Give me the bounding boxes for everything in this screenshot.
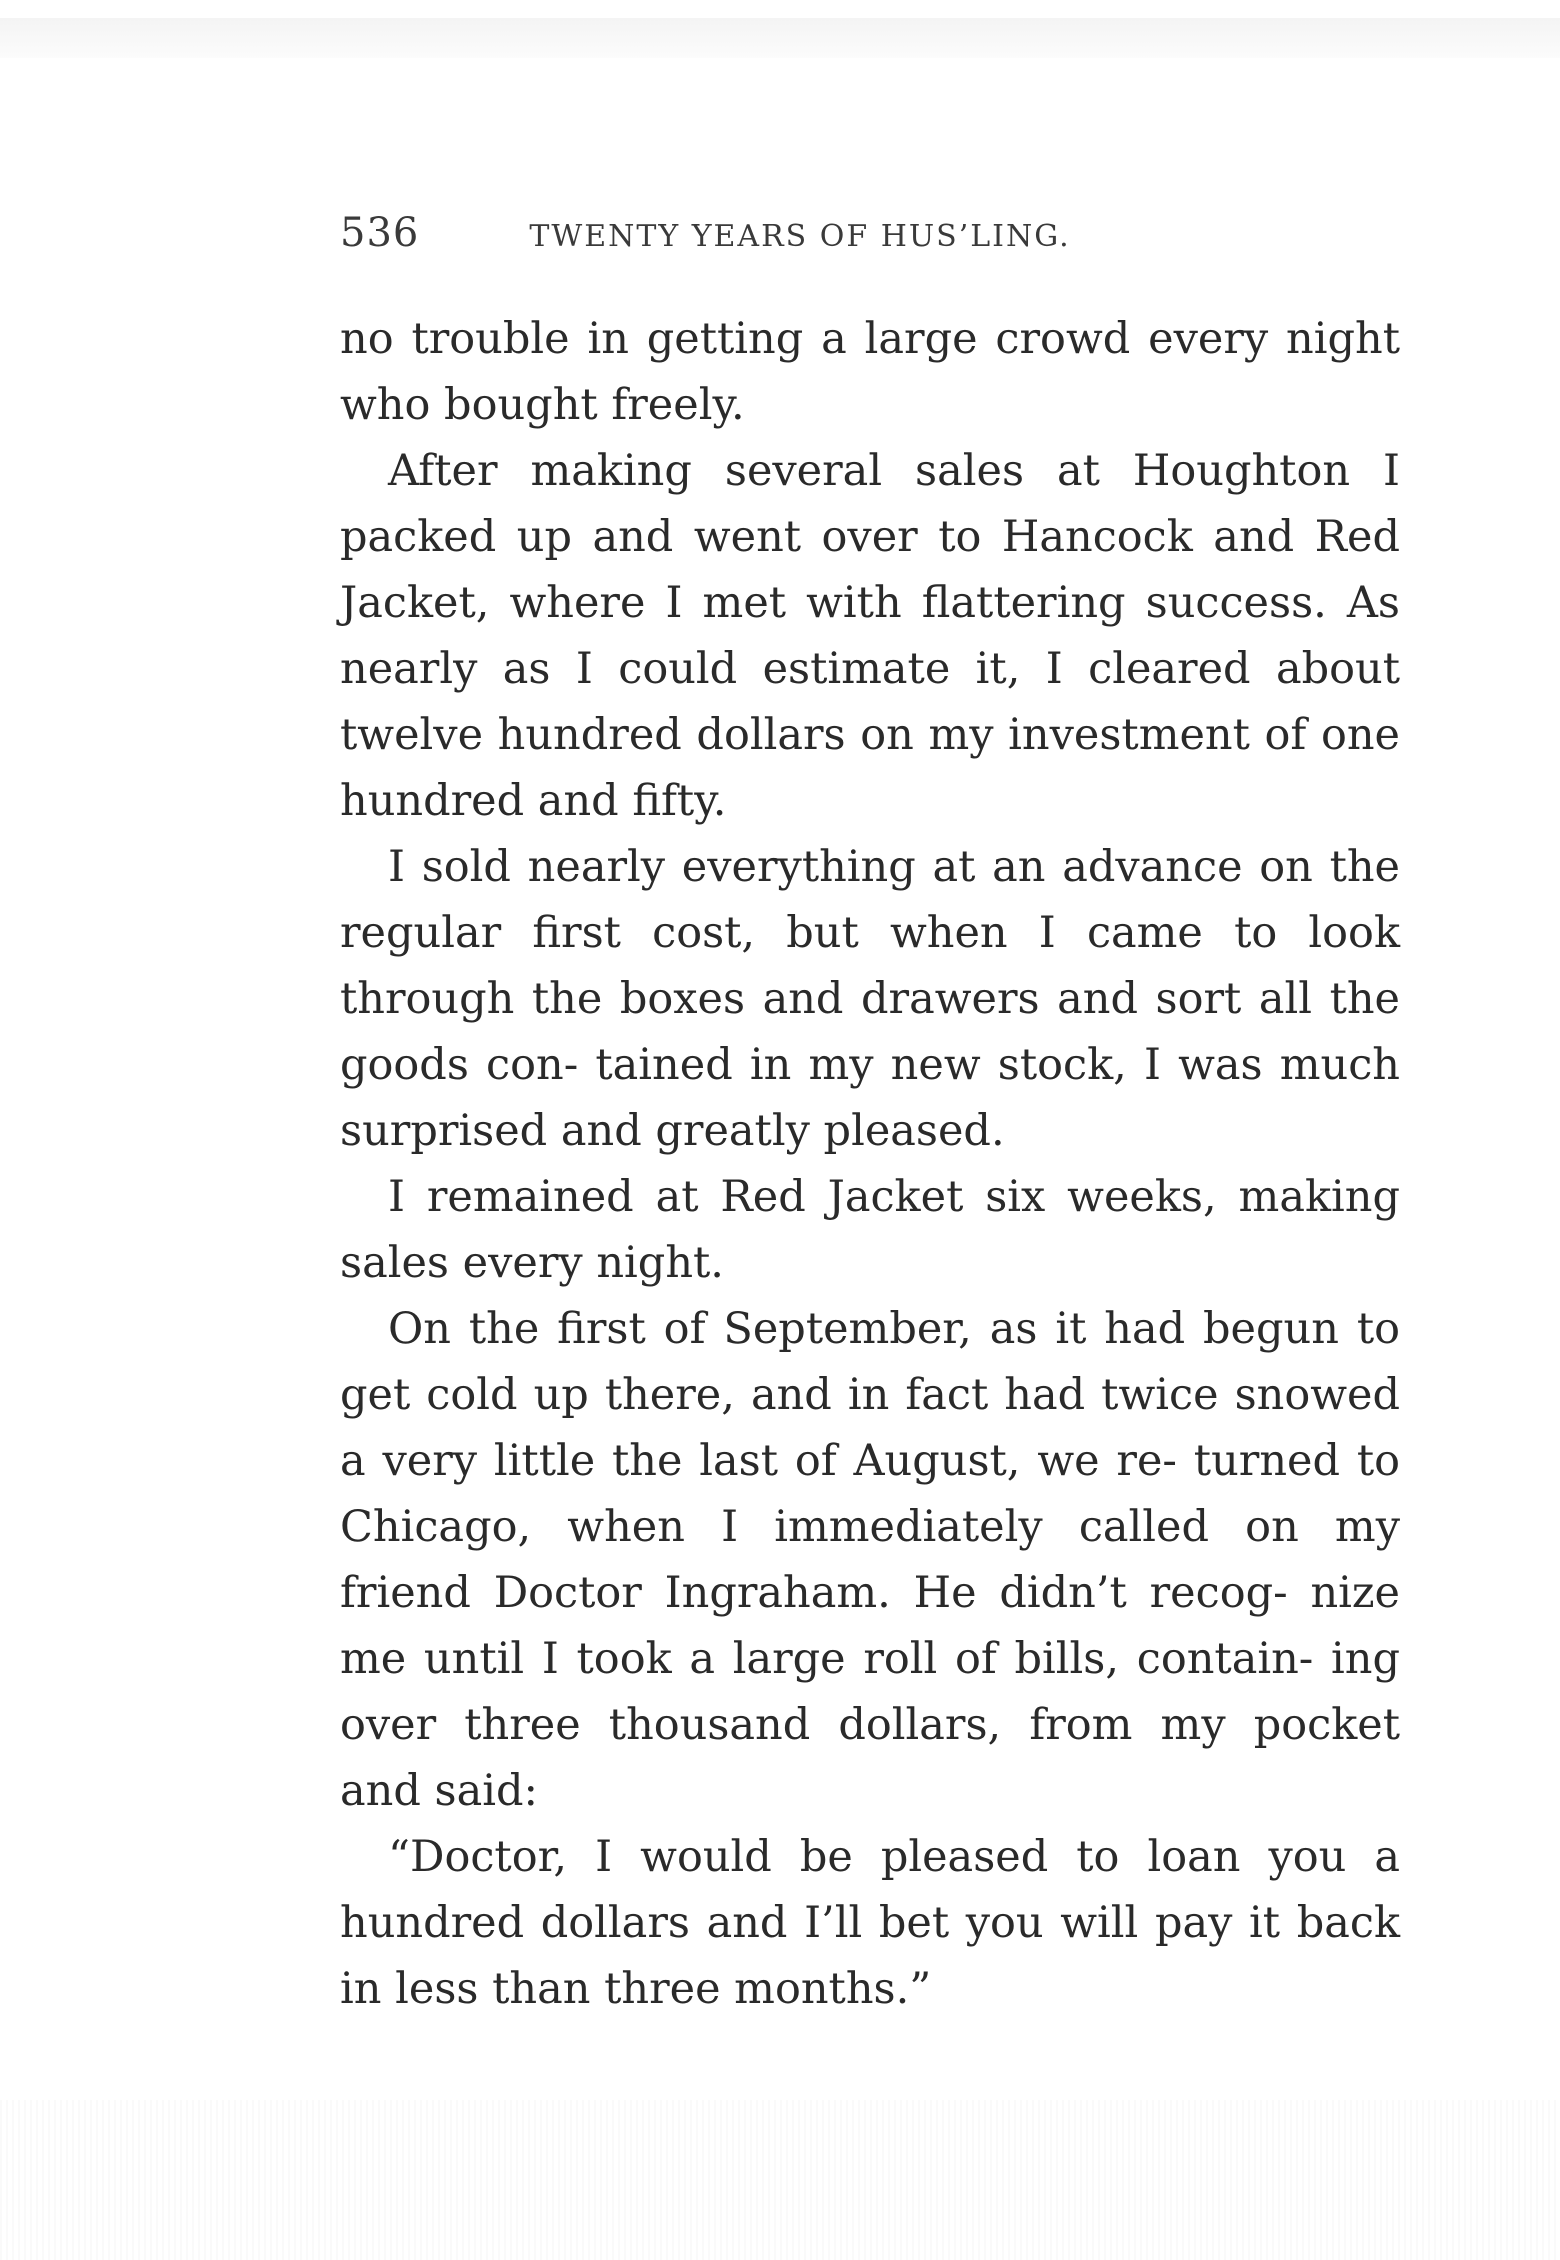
paragraph-6: “Doctor, I would be pleased to loan you a hundred dollars and I’ll bet you will pay it back in less than three months.”	[340, 1832, 1400, 2014]
running-head	[340, 210, 1400, 280]
paragraph-2: After making several sales at Houghton I packed up and went over to Hancock and Red Jacket, where I met with flattering success. As nearly as I could estimate it, I cleared about twelve hundred dollars on my investment of one hundred and fifty.	[340, 446, 1400, 826]
paragraph-3: I sold nearly everything at an advance on the regular first cost, but when I came to look through the boxes and drawers and sort all the goods con- tained in my new stock, I was much surprised and greatly pleased.	[340, 842, 1400, 1156]
scan-edge-top	[0, 18, 1560, 58]
book-page	[340, 210, 1400, 2022]
running-title: TWENTY YEARS OF HUS’LING.	[529, 219, 1071, 254]
page-number: 536	[340, 210, 420, 256]
scan-edge-bottom	[0, 2100, 1560, 2260]
paragraph-4: I remained at Red Jacket six weeks, making sales every night.	[340, 1172, 1400, 1288]
page-body	[340, 306, 1400, 2022]
paragraph-1: no trouble in getting a large crowd every night who bought freely.	[340, 314, 1400, 430]
paragraph-5: On the first of September, as it had begun to get cold up there, and in fact had twice snowed a very little the last of August, we re- turned to Chicago, when I immediately called on my friend Doctor Ingraham. He didn’t recog- nize me until I took a large roll of bills, contain- ing over three thousand dollars, from my pocket and said:	[340, 1304, 1400, 1816]
